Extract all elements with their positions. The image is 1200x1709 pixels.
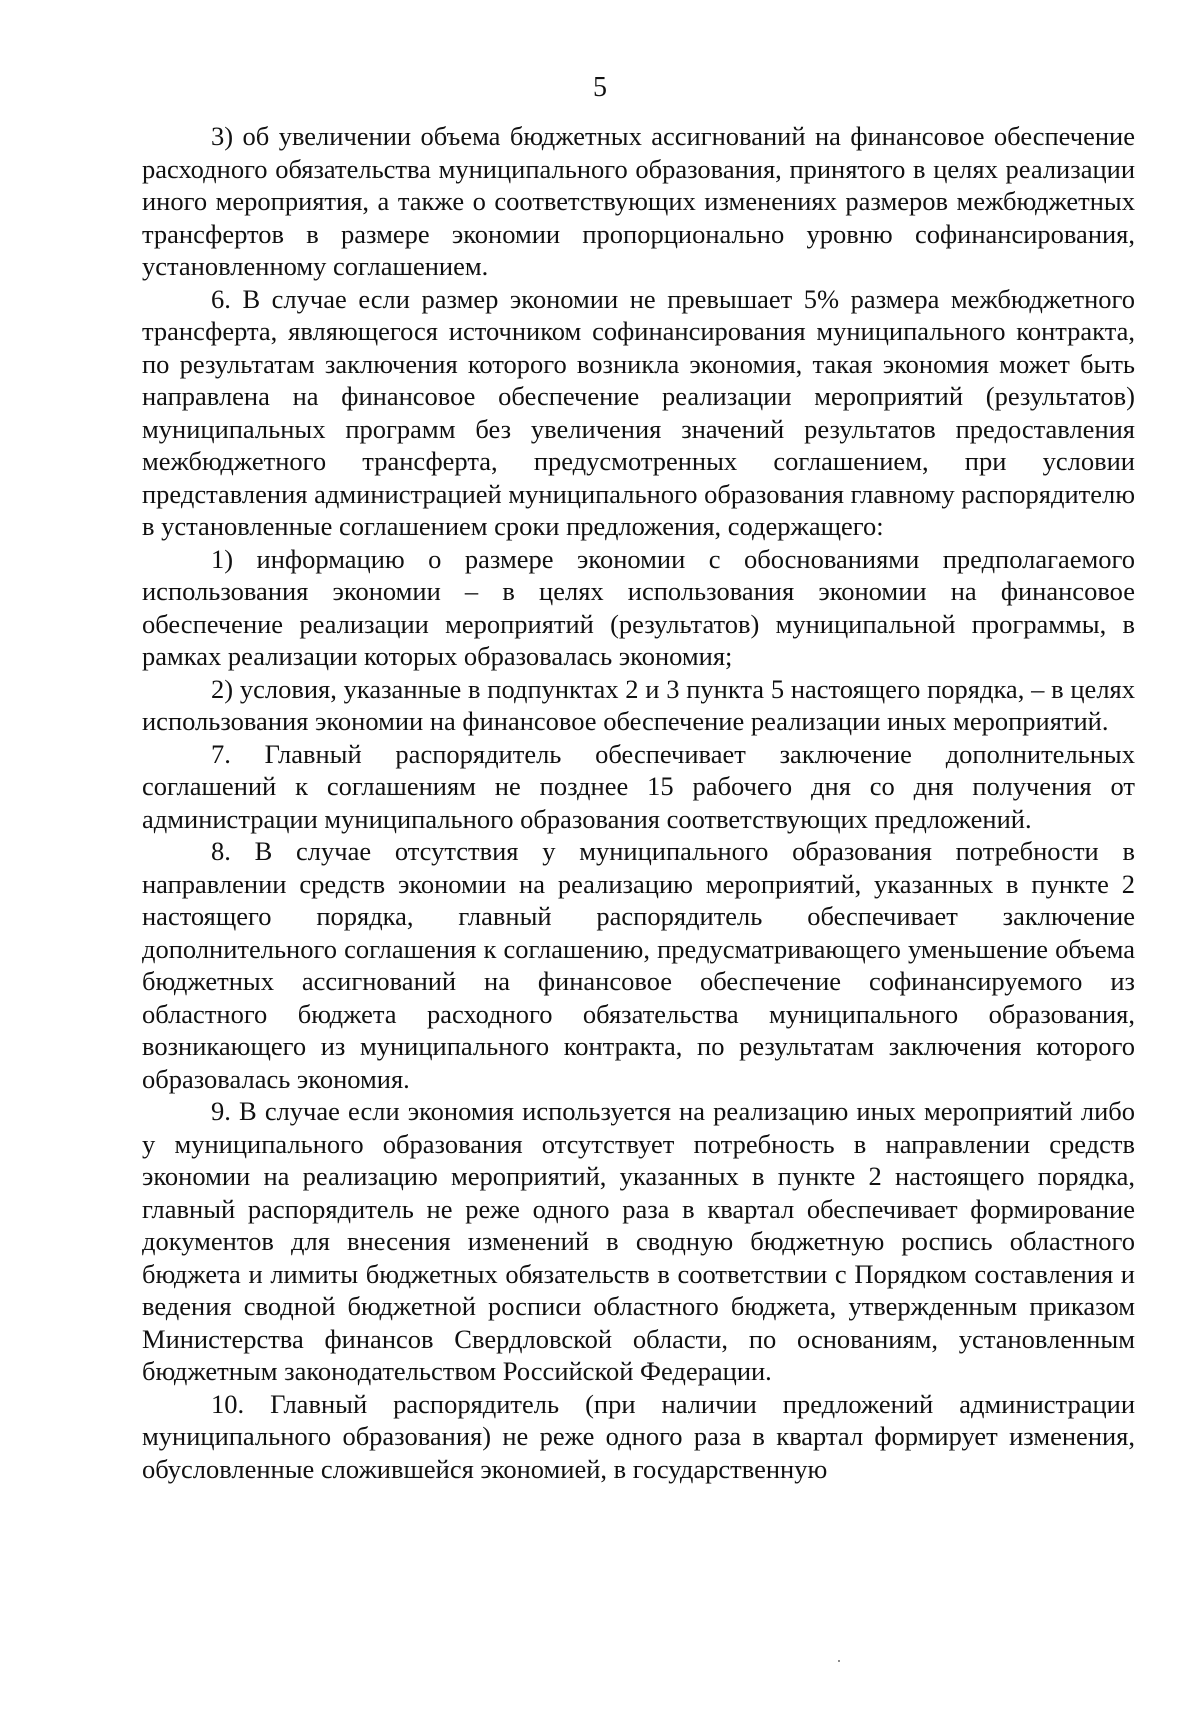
paragraph-clause-8: 8. В случае отсутствия у муниципального образования потребности в направлении средств экономии на реализацию мероприятий, указанных в пункте 2 настоящего порядка, главный распорядитель обеспечивает заключение дополнительного соглашения к соглашению, предусматривающего уменьшение объема бюджетных ассигнований на финансовое обеспечение софинансируемого из областного бюджета расходного обязательства муниципального образования, возникающего из муниципального контракта, по результатам заключения которого образовалась экономия. <box>142 836 1135 1094</box>
scan-artifact-dot <box>838 1660 840 1662</box>
paragraph-item-2: 2) условия, указанные в подпунктах 2 и 3 пункта 5 настоящего порядка, – в целях использования экономии на финансовое обеспечение реализации иных мероприятий. <box>142 673 1135 736</box>
document-body <box>142 120 1135 1485</box>
page-number: 5 <box>593 72 607 103</box>
paragraph-clause-7: 7. Главный распорядитель обеспечивает заключение дополнительных соглашений к соглашениям не позднее 15 рабочего дня со дня получения от администрации муниципального образования соответствующих предложений. <box>142 738 1135 834</box>
paragraph-clause-9: 9. В случае если экономия используется на реализацию иных мероприятий либо у муниципального образования отсутствует потребность в направлении средств экономии на реализацию мероприятий, указанных в пункте 2 настоящего порядка, главный распорядитель не реже одного раза в квартал обеспечивает формирование документов для внесения изменений в сводную бюджетную роспись областного бюджета и лимиты бюджетных обязательств в соответствии с Порядком составления и ведения сводной бюджетной росписи областного бюджета, утвержденным приказом Министерства финансов Свердловской области, по основаниям, установленным бюджетным законодательством Российской Федерации. <box>142 1096 1135 1386</box>
paragraph-clause-6: 6. В случае если размер экономии не превышает 5% размера межбюджетного трансферта, являющегося источником софинансирования муниципального контракта, по результатам заключения которого возникла экономия, такая экономия может быть направлена на финансовое обеспечение реализации мероприятий (результатов) муниципальных программ без увеличения значений результатов предоставления межбюджетного трансферта, предусмотренных соглашением, при условии представления администрацией муниципального образования главному распорядителю в установленные соглашением сроки предложения, содержащего: <box>142 283 1135 541</box>
paragraph-item-1: 1) информацию о размере экономии с обоснованиями предполагаемого использования экономии – в целях использования экономии на финансовое обеспечение реализации мероприятий (результатов) муниципальной программы, в рамках реализации которых образовалась экономия; <box>142 543 1135 671</box>
paragraph-item-3: 3) об увеличении объема бюджетных ассигнований на финансовое обеспечение расходного обязательства муниципального образования, принятого в целях реализации иного мероприятия, а также о соответствующих изменениях размеров межбюджетных трансфертов в размере экономии пропорционально уровню софинансирования, установленному соглашением. <box>142 121 1135 281</box>
paragraph-clause-10: 10. Главный распорядитель (при наличии предложений администрации муниципального образования) не реже одного раза в квартал формирует изменения, обусловленные сложившейся экономией, в государственную <box>142 1388 1135 1484</box>
